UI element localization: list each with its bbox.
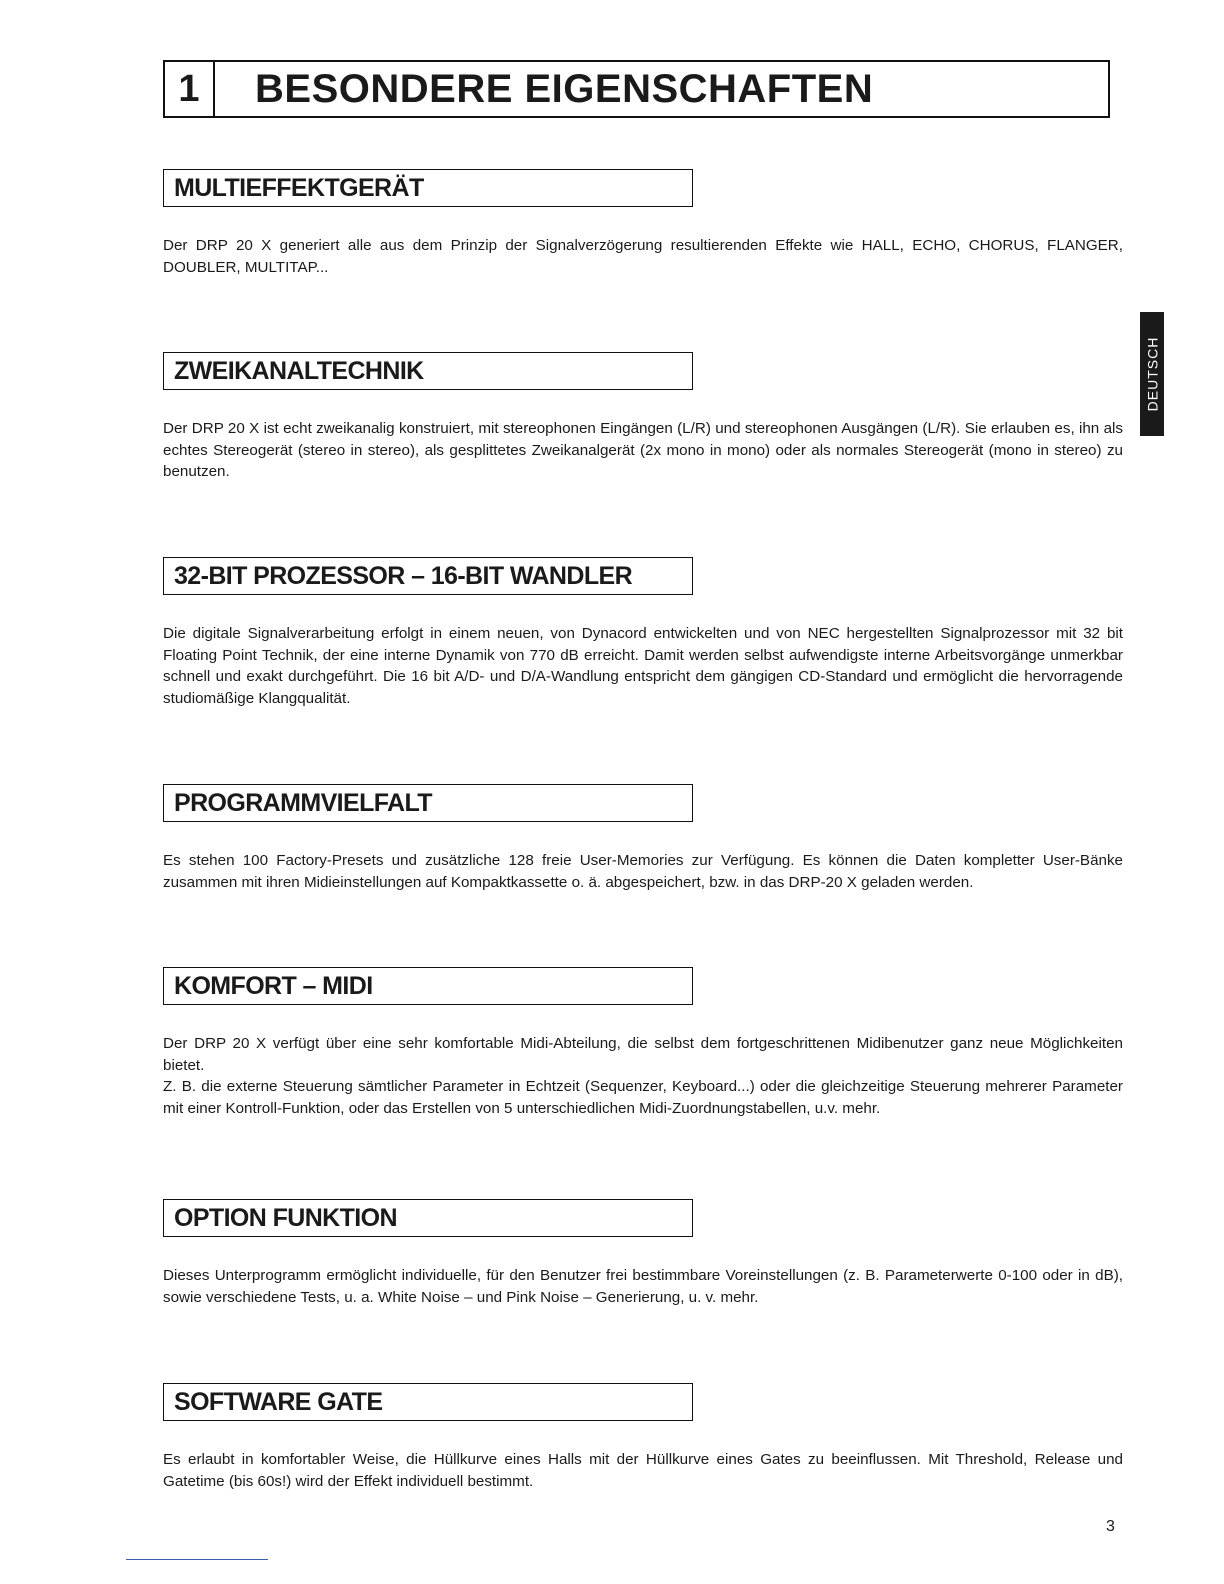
section-heading: MULTIEFFEKTGERÄT	[163, 169, 693, 207]
section-body	[163, 1265, 1123, 1308]
section-komfort-midi	[163, 967, 1123, 1119]
section-body	[163, 623, 1123, 709]
section-body	[163, 1449, 1123, 1492]
section-programmvielfalt	[163, 784, 1123, 893]
paragraph: Dieses Unterprogramm ermöglicht individuelle, für den Benutzer frei bestimmbare Voreinstellungen (z. B. Parameterwerte 0-100 oder in dB), sowie verschiedene Tests, u. a. White Noise – und Pink Noise – Generierung, u. v. mehr.	[163, 1267, 1123, 1306]
paragraph: Z. B. die externe Steuerung sämtlicher Parameter in Echtzeit (Sequenzer, Keyboard...) oder die gleichzeitige Steuerung mehrerer Parameter mit einer Kontroll-Funktion, oder das Erstellen von 5 unterschiedlichen Midi-Zuordnungstabellen, u.v. mehr.	[163, 1078, 1123, 1117]
section-body	[163, 850, 1123, 893]
paragraph: Der DRP 20 X ist echt zweikanalig konstruiert, mit stereophonen Eingängen (L/R) und stereophonen Ausgängen (L/R). Sie erlauben es, ihn als echtes Stereogerät (stereo in stereo), als gesplittetes Zweikanalgerät (2x mono in mono) oder als normales Stereogerät (mono in stereo) zu benutzen.	[163, 420, 1123, 480]
paragraph: Der DRP 20 X generiert alle aus dem Prinzip der Signalverzögerung resultierenden Effekte wie HALL, ECHO, CHORUS, FLANGER, DOUBLER, MULTITAP...	[163, 237, 1123, 276]
language-tab	[1140, 312, 1164, 436]
page-number: 3	[1106, 1518, 1115, 1535]
section-heading: OPTION FUNKTION	[163, 1199, 693, 1237]
section-prozessor-wandler	[163, 557, 1123, 709]
section-body	[163, 1033, 1123, 1119]
section-heading: SOFTWARE GATE	[163, 1383, 693, 1421]
divider	[126, 1559, 268, 1560]
chapter-title: BESONDERE EIGENSCHAFTEN	[255, 66, 874, 111]
section-heading: 32-BIT PROZESSOR – 16-BIT WANDLER	[163, 557, 693, 595]
paragraph: Die digitale Signalverarbeitung erfolgt in einem neuen, von Dynacord entwickelten und von NEC hergestellten Signalprozessor mit 32 bit Floating Point Technik, der eine interne Dynamik von 770 dB erreicht. Damit werden selbst aufwendigste interne Arbeitsvorgänge unmerkbar schnell und exakt durchgeführt. Die 16 bit A/D- und D/A-Wandlung entspricht dem gängigen CD-Standard und ermöglicht die hervorragende studiomäßige Klangqualität.	[163, 625, 1123, 707]
section-zweikanaltechnik	[163, 352, 1123, 483]
section-multieffektgeraet	[163, 169, 1123, 278]
paragraph: Der DRP 20 X verfügt über eine sehr komfortable Midi-Abteilung, die selbst dem fortgeschrittenen Midibenutzer ganz neue Möglichkeiten bietet.	[163, 1035, 1123, 1074]
section-body	[163, 418, 1123, 483]
section-software-gate	[163, 1383, 1123, 1492]
paragraph: Es erlaubt in komfortabler Weise, die Hüllkurve eines Halls mit der Hüllkurve eines Gates zu beeinflussen. Mit Threshold, Release und Gatetime (bis 60s!) wird der Effekt individuell bestimmt.	[163, 1451, 1123, 1490]
section-heading: KOMFORT – MIDI	[163, 967, 693, 1005]
section-option-funktion	[163, 1199, 1123, 1308]
language-tab-label: DEUTSCH	[1144, 336, 1161, 412]
paragraph: Es stehen 100 Factory-Presets und zusätzliche 128 freie User-Memories zur Verfügung. Es können die Daten kompletter User-Bänke zusammen mit ihren Midieinstellungen auf Kompaktkassette o. ä. abgespeichert, bzw. in das DRP-20 X geladen werden.	[163, 852, 1123, 891]
section-heading: PROGRAMMVIELFALT	[163, 784, 693, 822]
chapter-number: 1	[165, 62, 215, 116]
section-heading: ZWEIKANALTECHNIK	[163, 352, 693, 390]
chapter-heading	[163, 60, 1110, 118]
section-body	[163, 235, 1123, 278]
